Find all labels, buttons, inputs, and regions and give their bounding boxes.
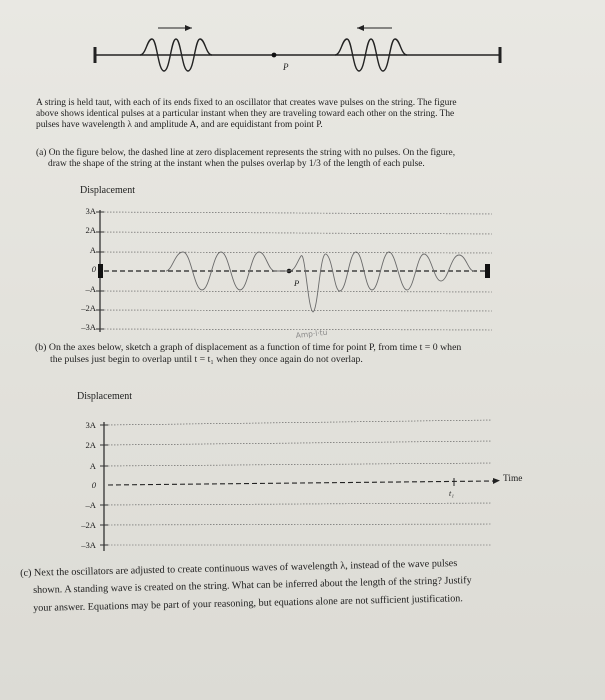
a-tick-neg-3a: –3A [81, 322, 96, 332]
a-point-p-label: P [294, 278, 300, 288]
b-gridline-neg-a [108, 503, 492, 505]
b-tick-neg-a: –A [85, 500, 96, 510]
b-gridline-a [108, 463, 492, 466]
part-c-line-1: (c) Next the oscillators are adjusted to create continuous waves of wavelength λ, instead of the wave pulses [20, 558, 458, 579]
part-b-axis-title: Displacement [77, 391, 132, 402]
b-gridline-3a [108, 420, 492, 425]
a-tick-a: A [89, 245, 96, 255]
b-tick-zero: 0 [91, 480, 96, 490]
b-gridline-2a [108, 441, 492, 445]
intro-line-3: pulses have wavelength λ and amplitude A, and are equidistant from point P. [36, 120, 323, 130]
intro-line-2: above shows identical pulses at a particular instant when they are traveling toward each other on the string. The [36, 109, 455, 119]
part-a-line-2: draw the shape of the string at the instant when the pulses overlap by 1/3 of the length of each pulse. [48, 159, 425, 169]
b-time-arrowhead [493, 478, 500, 484]
part-b-line-2: the pulses just begin to overlap until t = t₁ when they once again do not overlap. [50, 354, 363, 365]
b-t1-label: t₁ [449, 489, 455, 498]
b-time-axis [108, 481, 494, 485]
part-c-line-2: shown. A standing wave is created on the string. What can be inferred about the length of the string? Justify [33, 575, 472, 596]
a-tick-neg-a: –A [85, 284, 96, 294]
b-tick-neg-3a: –3A [81, 540, 96, 550]
b-tick-2a: 2A [85, 440, 96, 450]
a-handwritten-note: Amp·l·tu [295, 327, 328, 340]
part-a-line-1: (a) On the figure below, the dashed line at zero displacement represents the string with no pulses. On the figure, [36, 148, 456, 158]
a-tick-3a: 3A [85, 206, 96, 216]
a-tick-zero: 0 [91, 264, 96, 274]
part-b-line-1: (b) On the axes below, sketch a graph of displacement as a function of time for point P, from time t = 0 when [35, 342, 462, 353]
part-c-line-3: your answer. Equations may be part of your reasoning, but equations alone are not sufficient justification. [33, 593, 464, 614]
b-tick-a: A [89, 461, 96, 471]
a-tick-2a: 2A [85, 225, 96, 235]
b-tick-neg-2a: –2A [81, 520, 96, 530]
intro-line-1: A string is held taut, with each of its ends fixed to an oscillator that creates wave pulses on the string. The figure [36, 98, 457, 108]
b-gridline-neg-2a [108, 524, 492, 525]
point-p-label: P [283, 62, 289, 72]
b-tick-3a: 3A [85, 420, 96, 430]
a-tick-neg-2a: –2A [81, 303, 96, 313]
part-a-axis-title: Displacement [80, 185, 135, 196]
b-time-label: Time [503, 474, 523, 484]
